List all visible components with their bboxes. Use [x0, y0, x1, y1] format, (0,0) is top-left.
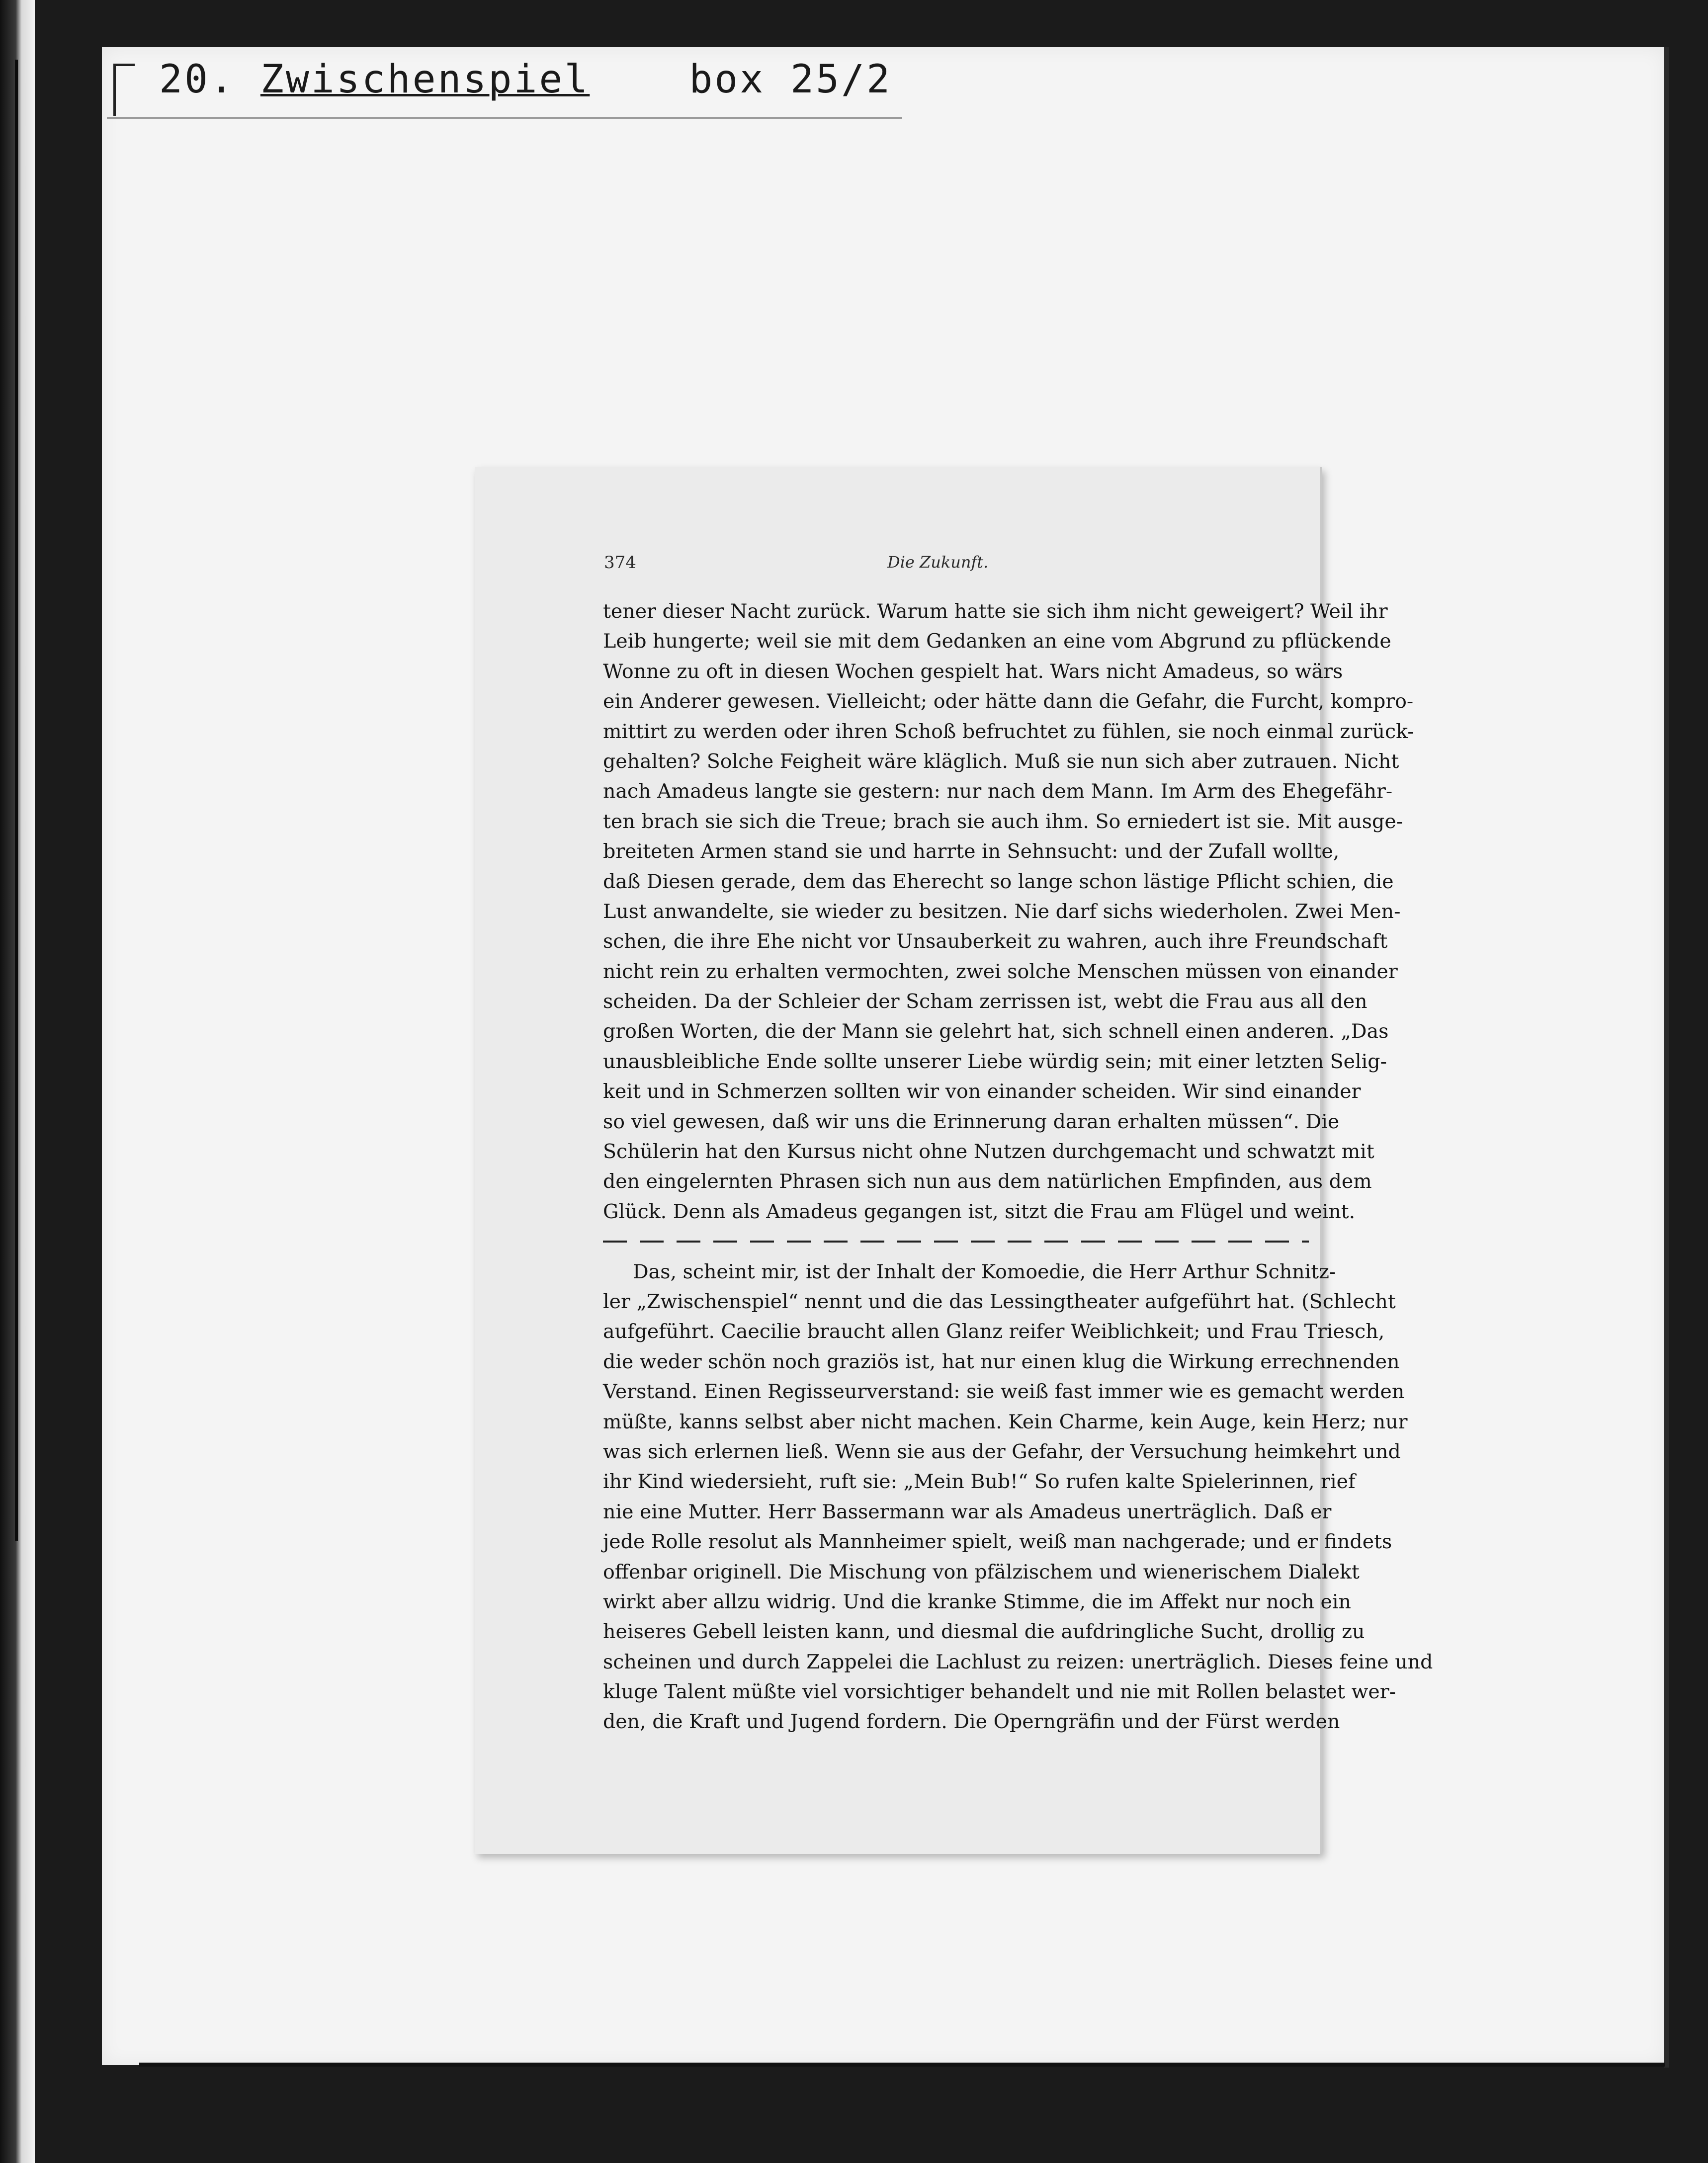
sheet-bottom-edge: [139, 2063, 1665, 2067]
text-line: scheinen und durch Zappelei die Lachlust zu reizen: unerträglich. Dieses feine und: [603, 1650, 1433, 1673]
text-line: ten brach sie sich die Treue; brach sie auch ihm. So erniedert ist sie. Mit ausge-: [603, 810, 1403, 833]
text-line: Leib hungerte; weil sie mit dem Gedanken an eine vom Abgrund zu pflückende: [603, 630, 1391, 653]
page-number: 374: [604, 553, 636, 573]
header-rule: [107, 117, 902, 119]
archive-number: 20.: [159, 57, 235, 102]
text-line: daß Diesen gerade, dem das Eherecht so lange schon lästige Pflicht schien, die: [603, 870, 1394, 893]
text-line: ihr Kind wiedersieht, ruft sie: „Mein Bub!“ So rufen kalte Spielerinnen, rief: [603, 1470, 1356, 1494]
text-line: den, die Kraft und Jugend fordern. Die Operngräfin und der Fürst werden: [603, 1710, 1340, 1734]
text-line: scheiden. Da der Schleier der Scham zerrissen ist, webt die Frau aus all den: [603, 990, 1367, 1013]
text-line: Das, scheint mir, ist der Inhalt der Komoedie, die Herr Arthur Schnitz-: [633, 1260, 1336, 1283]
text-line: ein Anderer gewesen. Vielleicht; oder hätte dann die Gefahr, die Furcht, kompro-: [603, 690, 1414, 713]
sheet-right-edge: [1664, 47, 1669, 2068]
text-line: was sich erlernen ließ. Wenn sie aus der Gefahr, der Versuchung heimkehrt und: [603, 1440, 1401, 1463]
paragraph-2: [603, 1257, 1433, 1737]
text-line: unausbleibliche Ende sollte unserer Liebe würdig sein; mit einer letzten Selig-: [603, 1050, 1387, 1073]
text-line: jede Rolle resolut als Mannheimer spielt, weiß man nachgerade; und er findets: [603, 1530, 1392, 1554]
archive-title: Zwischenspiel: [260, 57, 590, 102]
text-line: nie eine Mutter. Herr Bassermann war als Amadeus unerträglich. Daß er: [603, 1500, 1332, 1523]
text-line: mittirt zu werden oder ihren Schoß befruchtet zu fühlen, sie noch einmal zurück-: [603, 720, 1414, 743]
archive-box: box 25/2: [689, 57, 892, 102]
text-line: Glück. Denn als Amadeus gegangen ist, sitzt die Frau am Flügel und weint.: [603, 1200, 1356, 1223]
text-line: tener dieser Nacht zurück. Warum hatte sie sich ihm nicht geweigert? Weil ihr: [603, 600, 1388, 623]
section-divider: [603, 1227, 1309, 1256]
text-line: die weder schön noch graziös ist, hat nur einen klug die Wirkung errechnenden: [603, 1350, 1400, 1373]
text-line: so viel gewesen, daß wir uns die Erinnerung daran erhalten müssen“. Die: [603, 1110, 1340, 1133]
text-line: großen Worten, die der Mann sie gelehrt hat, sich schnell einen anderen. „Das: [603, 1020, 1389, 1043]
clipping-page-header: [604, 553, 1310, 582]
paragraph-1: [603, 596, 1414, 1227]
text-line: schen, die ihre Ehe nicht vor Unsauberkeit zu wahren, auch ihre Freundschaft: [603, 930, 1388, 953]
text-line: Verstand. Einen Regisseurverstand: sie weiß fast immer wie es gemacht werden: [603, 1380, 1405, 1404]
text-line: keit und in Schmerzen sollten wir von einander scheiden. Wir sind einander: [603, 1080, 1361, 1103]
newspaper-clipping: [475, 467, 1433, 1854]
text-line: wirkt aber allzu widrig. Und die kranke Stimme, die im Affekt nur noch ein: [603, 1590, 1351, 1613]
clipping-body: [603, 596, 1433, 1737]
text-line: nach Amadeus langte sie gestern: nur nach dem Mann. Im Arm des Ehegefähr-: [603, 780, 1393, 803]
adjacent-page-edge: [0, 0, 35, 2163]
text-line: offenbar originell. Die Mischung von pfälzischem und wienerischem Dialekt: [603, 1560, 1360, 1583]
adjacent-page-fold: [15, 60, 18, 1541]
text-line: Wonne zu oft in diesen Wochen gespielt hat. Wars nicht Amadeus, so wärs: [603, 660, 1343, 683]
text-line: ler „Zwischenspiel“ nennt und die das Lessingtheater aufgeführt hat. (Schlecht: [603, 1290, 1396, 1313]
text-line: breiteten Armen stand sie und harrte in Sehnsucht: und der Zufall wollte,: [603, 840, 1340, 863]
archive-header: [159, 57, 892, 102]
text-line: den eingelernten Phrasen sich nun aus dem natürlichen Empfinden, aus dem: [603, 1170, 1372, 1193]
text-line: müßte, kanns selbst aber nicht machen. Kein Charme, kein Auge, kein Herz; nur: [603, 1410, 1408, 1433]
text-line: Schülerin hat den Kursus nicht ohne Nutzen durchgemacht und schwatzt mit: [603, 1140, 1374, 1164]
text-line: heiseres Gebell leisten kann, und diesmal die aufdringliche Sucht, drollig zu: [603, 1620, 1365, 1644]
corner-bracket-mark: [113, 64, 135, 116]
text-line: kluge Talent müßte viel vorsichtiger behandelt und nie mit Rollen belastet wer-: [603, 1680, 1396, 1704]
running-head: Die Zukunft.: [887, 553, 989, 572]
text-line: Lust anwandelte, sie wieder zu besitzen. Nie darf sichs wiederholen. Zwei Men-: [603, 900, 1401, 923]
text-line: nicht rein zu erhalten vermochten, zwei solche Menschen müssen von einander: [603, 960, 1398, 983]
text-line: gehalten? Solche Feigheit wäre kläglich. Muß sie nun sich aber zutrauen. Nicht: [603, 749, 1399, 773]
text-line: aufgeführt. Caecilie braucht allen Glanz reifer Weiblichkeit; und Frau Triesch,: [603, 1320, 1385, 1343]
